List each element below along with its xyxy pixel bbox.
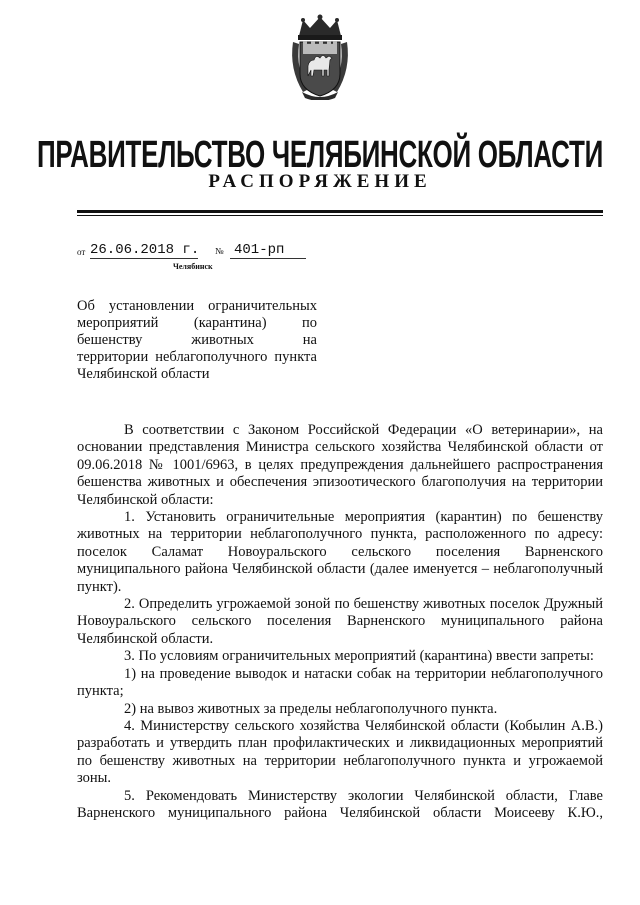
government-title: ПРАВИТЕЛЬСТВО ЧЕЛЯБИНСКОЙ ОБЛАСТИ <box>37 132 603 176</box>
subject-line: Челябинской области <box>77 366 210 382</box>
body-paragraph: 1) на проведение выводок и натаски собак на территории неблагополучного пункта; <box>77 665 603 700</box>
body-paragraph: 3. По условиям ограничительных мероприятий (карантина) ввести запреты: <box>124 648 594 665</box>
subject-line: мероприятий (карантина) по <box>77 315 317 331</box>
header-rule-thick <box>77 210 603 213</box>
body-paragraph: 2. Определить угрожаемой зоной по бешенству животных поселок Дружный Новоуральского сельского поселения Варненского муниципального района Челябинской области. <box>77 596 603 647</box>
document-subject <box>77 298 317 383</box>
document-type: РАСПОРЯЖЕНИЕ <box>208 171 432 192</box>
number-label: № <box>215 246 224 256</box>
body-paragraph: 5. Рекомендовать Министерству экологии Челябинской области, Главе Варненского муниципального района Челябинской области Моисееву К.Ю., <box>77 787 603 821</box>
document-number: 401-рп <box>230 242 306 259</box>
document-body <box>77 422 603 822</box>
body-paragraph: 4. Министерству сельского хозяйства Челябинской области (Кобылин А.В.) разработать и утвердить план профилактических и ликвидационных мероприятий по бешенству животных на территории неблагополучного пункта и угрожаемой зоны. <box>77 717 603 787</box>
body-paragraph: 2) на вывоз животных за пределы неблагополучного пункта. <box>124 700 498 717</box>
city-name: Челябинск <box>173 262 213 271</box>
subject-line: Об установлении ограничительных <box>77 298 317 314</box>
subject-line: территории неблагополучного пункта <box>77 349 317 365</box>
document-date: 26.06.2018 г. <box>90 242 200 258</box>
body-paragraph: В соответствии с Законом Российской Федерации «О ветеринарии», на основании представления Министра сельского хозяйства Челябинской области от 09.06.2018 № 1001/6963, в целях предупреждения дальнейшего распространения бешенства животных и обеспечения эпизоотического благополучия на территории Челябинской области: <box>77 422 603 508</box>
header-rule-thin <box>77 215 603 216</box>
from-label: от <box>77 247 86 257</box>
subject-line: бешенству животных на <box>77 332 317 348</box>
coat-of-arms-emblem <box>289 14 351 100</box>
body-paragraph: 1. Установить ограничительные мероприятия (карантин) по бешенству животных на территории неблагополучного пункта, расположенного по адресу: поселок Саламат Новоуральского сельского поселения Варненского муниципального района Челябинской области (далее именуется – неблагополучный пункт). <box>77 509 603 595</box>
